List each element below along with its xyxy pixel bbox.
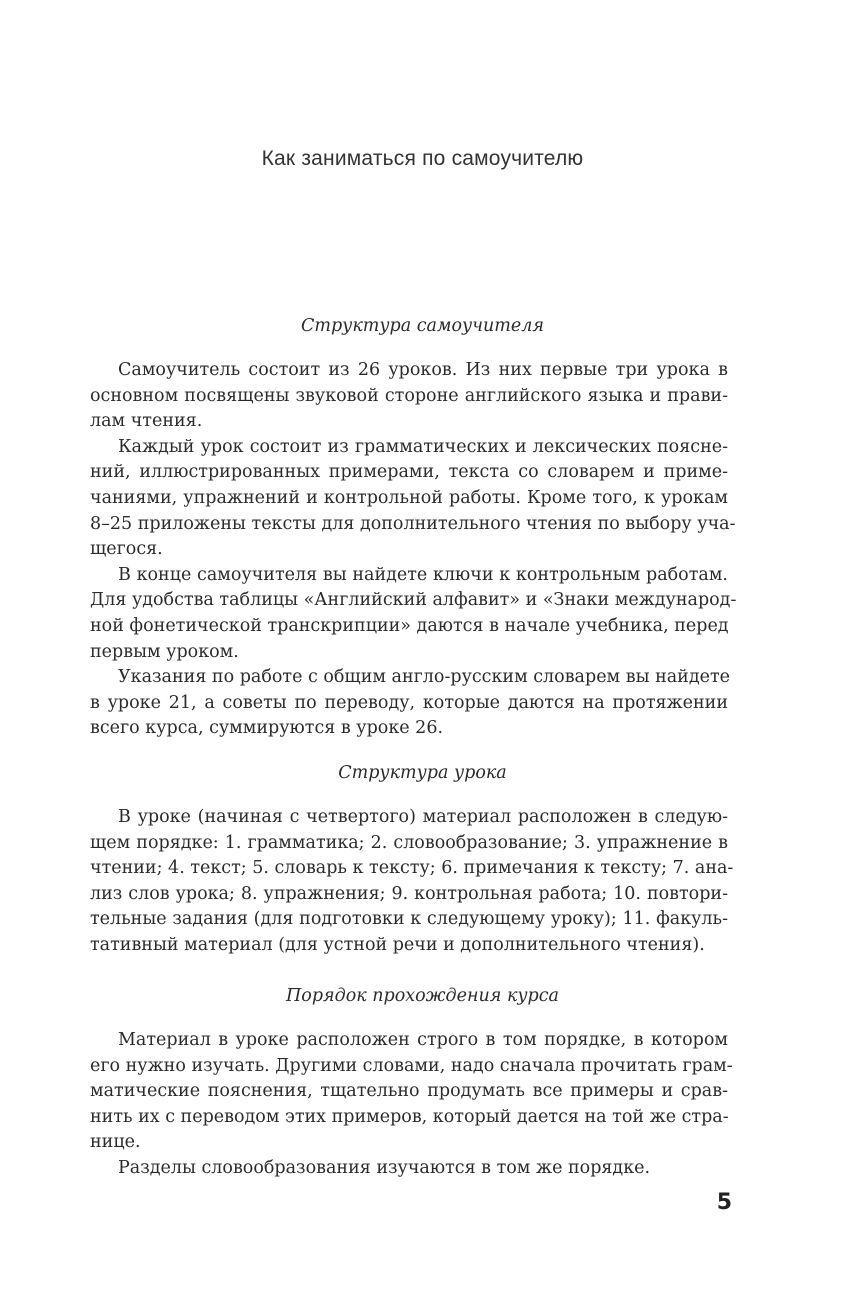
text-line: матические пояснения, тщательно продумать все примеры и срав- [90,1081,728,1102]
text-line: первым уроком. [90,641,239,662]
section-body-course-order [90,1028,733,1182]
section-body-course-structure [90,358,737,742]
chapter-title: Как заниматься по самоучителю [261,147,584,170]
text-line: основном посвящены звуковой стороне английского языка и прави- [90,385,728,406]
section-heading-course-order: Порядок прохождения курса [286,986,559,1006]
text-line: щегося. [90,539,163,560]
text-line: щем порядке: 1. грамматика; 2. словообразование; 3. упражнение в [90,832,728,853]
text-line: Каждый урок состоит из грамматических и лексических пояснe- [118,436,728,457]
text-line: лам чтения. [90,411,203,432]
text-line: ной фонетической транскрипции» даются в начале учебника, перед [90,615,729,636]
text-line: 8–25 приложены тексты для дополнительного чтения по выбору уча- [90,513,736,534]
text-line: Материал в уроке расположен строго в том порядке, в котором [118,1030,728,1050]
section-heading-lesson-structure: Структура урока [338,763,507,783]
text-line: нить их с переводом этих примеров, который дается на той же стра- [90,1106,729,1127]
text-line: тельные задания (для подготовки к следующему уроку); 11. факуль- [90,909,728,930]
text-line: в уроке 21, а советы по переводу, которые даются на протяжении [90,692,728,713]
text-line: нице. [90,1132,141,1153]
text-line: В уроке (начиная с четвертого) материал расположен в следую- [118,807,728,827]
text-line: чаниями, упражнений и контрольной работы. Кроме того, к урокам [90,487,728,508]
section-heading-course-structure: Структура самоучителя [300,316,544,336]
text-line: тативный материал (для устной речи и дополнительного чтения). [90,934,705,955]
text-line: всего курса, суммируются в уроке 26. [90,718,444,739]
text-line: Для удобства таблицы «Английский алфавит» и «Знаки международ- [90,590,737,611]
text-line: чтении; 4. текст; 5. словарь к тексту; 6. примечания к тексту; 7. ана- [90,858,734,879]
text-line: Разделы словообразования изучаются в том же порядке. [118,1157,651,1178]
section-body-lesson-structure [90,805,734,959]
page-number: 5 [716,1190,732,1215]
text-line: лиз слов урока; 8. упражнения; 9. контрольная работа; 10. повтори- [90,883,728,904]
text-line: В конце самоучителя вы найдете ключи к контрольным работам. [118,564,728,585]
text-line: Самоучитель состоит из 26 уроков. Из них первые три урока в [118,360,728,380]
text-line: ний, иллюстрированных примерами, текста со словарем и приме- [90,462,728,483]
text-line: его нужно изучать. Другими словами, надо сначала прочитать грам- [90,1055,733,1076]
text-line: Указания по работе с общим англо-русским словарем вы найдете [118,667,730,688]
